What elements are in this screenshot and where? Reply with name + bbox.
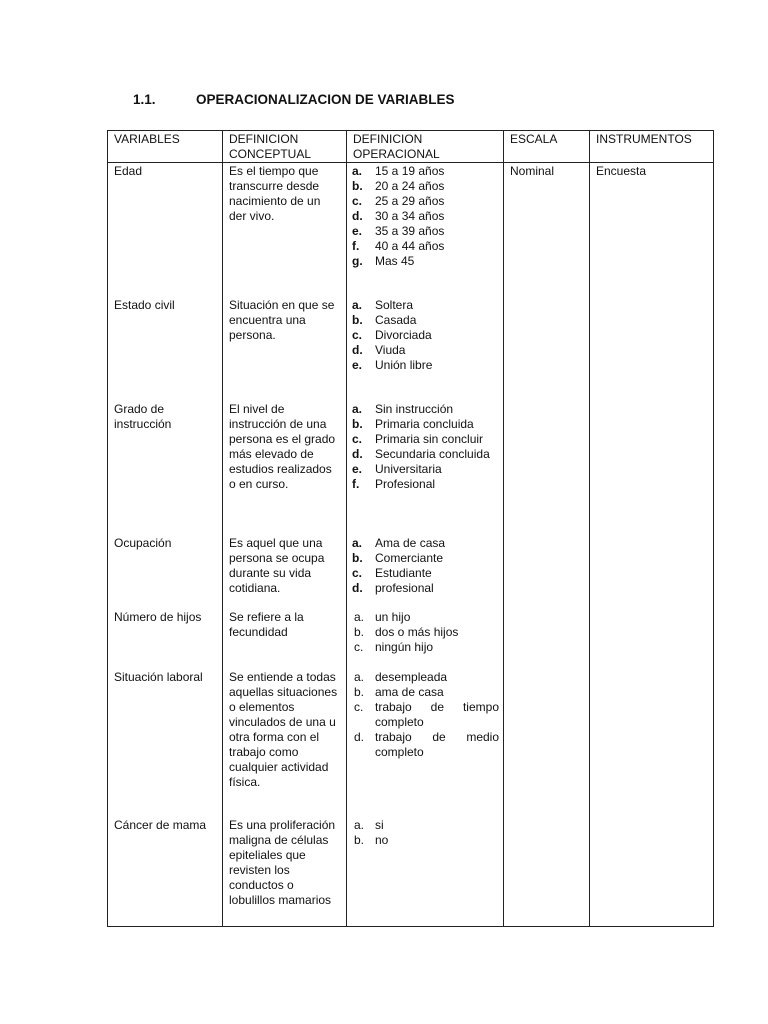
option-marker: a.	[352, 297, 363, 312]
option-text: trabajo de medio completo	[375, 729, 499, 759]
option-text: Comerciante	[375, 550, 444, 565]
option-text: Unión libre	[375, 357, 433, 372]
operational-definition-cell	[347, 401, 504, 535]
option-text: Universitaria	[375, 461, 442, 476]
option-text: trabajo de tiempo completo	[375, 699, 499, 729]
option-item	[352, 194, 499, 209]
option-item	[352, 610, 499, 625]
section-title: OPERACIONALIZACION DE VARIABLES	[196, 92, 455, 107]
option-text: Casada	[375, 312, 417, 327]
conceptual-definition-cell: Es el tiempo que transcurre desde nacimiento de un der vivo.	[223, 163, 347, 297]
option-marker: c.	[354, 639, 364, 654]
option-item	[352, 566, 499, 581]
operational-definition-cell	[347, 817, 504, 927]
option-item	[352, 179, 499, 194]
variable-cell: Estado civil	[108, 297, 223, 401]
table-header-row	[108, 131, 714, 163]
option-marker: b.	[352, 416, 363, 431]
scale-cell	[504, 669, 590, 817]
instrument-cell	[590, 609, 714, 669]
option-item	[352, 313, 499, 328]
operational-options-list	[352, 402, 499, 492]
option-item	[352, 358, 499, 373]
variable-cell: Número de hijos	[108, 609, 223, 669]
option-marker: a.	[354, 817, 365, 832]
option-item	[352, 536, 499, 551]
section-number: 1.1.	[133, 92, 156, 107]
option-text: Divorciada	[375, 327, 432, 342]
option-item	[352, 685, 499, 700]
scale-cell	[504, 817, 590, 927]
option-text: Primaria concluida	[375, 416, 474, 431]
instrument-cell	[590, 817, 714, 927]
option-item	[352, 625, 499, 640]
section-heading	[133, 92, 455, 107]
option-text: ningún hijo	[375, 639, 434, 654]
conceptual-definition-cell: Es una proliferación maligna de células epiteliales que revisten los conductos o lobulillos mamarios	[223, 817, 347, 927]
scale-cell: Nominal	[504, 163, 590, 297]
option-marker: b.	[352, 312, 363, 327]
conceptual-definition-cell: Se refiere a la fecundidad	[223, 609, 347, 669]
option-item	[352, 447, 499, 462]
option-marker: c.	[352, 194, 363, 208]
option-text: 30 a 34 años	[375, 209, 445, 223]
option-item	[352, 640, 499, 655]
option-text: un hijo	[375, 609, 411, 624]
option-marker: a.	[352, 401, 363, 416]
option-marker: e.	[352, 224, 363, 238]
option-text: Mas 45	[375, 254, 415, 268]
option-marker: f.	[352, 239, 360, 253]
option-marker: a.	[354, 609, 365, 624]
option-marker: d.	[352, 580, 363, 595]
operational-options-list	[352, 818, 499, 848]
table-row	[108, 297, 714, 401]
option-marker: b.	[352, 550, 363, 565]
variables-table	[107, 130, 714, 927]
option-item	[352, 477, 499, 492]
scale-cell	[504, 297, 590, 401]
option-text: Estudiante	[375, 565, 432, 580]
variable-cell: Situación laboral	[108, 669, 223, 817]
scale-cell	[504, 609, 590, 669]
option-marker: c.	[354, 699, 364, 714]
operational-options-list	[352, 164, 499, 269]
option-item	[352, 254, 499, 269]
option-text: Primaria sin concluir	[375, 431, 484, 446]
option-text: dos o más hijos	[375, 624, 459, 639]
variable-cell: Grado de instrucción	[108, 401, 223, 535]
option-item	[352, 581, 499, 596]
table-row	[108, 535, 714, 609]
scale-cell	[504, 535, 590, 609]
option-marker: c.	[352, 565, 363, 580]
option-item	[352, 462, 499, 477]
table-row	[108, 609, 714, 669]
option-marker: a.	[352, 164, 363, 178]
option-marker: b.	[354, 624, 365, 639]
option-marker: c.	[352, 327, 363, 342]
conceptual-definition-cell: Es aquel que una persona se ocupa durante su vida cotidiana.	[223, 535, 347, 609]
option-marker: a.	[354, 669, 365, 684]
option-text: Secundaria concluida	[375, 446, 490, 461]
option-item	[352, 328, 499, 343]
option-text: 20 a 24 años	[375, 179, 445, 193]
instrument-cell	[590, 535, 714, 609]
option-text: Ama de casa	[375, 535, 446, 550]
operational-definition-cell	[347, 669, 504, 817]
option-text: desempleada	[375, 669, 448, 684]
option-text: ama de casa	[375, 684, 444, 699]
option-text: 15 a 19 años	[375, 164, 445, 178]
table-row	[108, 817, 714, 927]
option-marker: d.	[352, 342, 363, 357]
option-text: 25 a 29 años	[375, 194, 445, 208]
option-marker: a.	[352, 535, 363, 550]
option-text: 35 a 39 años	[375, 224, 445, 238]
option-marker: g.	[352, 254, 363, 268]
option-item	[352, 343, 499, 358]
option-item	[352, 209, 499, 224]
option-item	[352, 551, 499, 566]
variable-cell: Edad	[108, 163, 223, 297]
option-marker: e.	[352, 461, 363, 476]
option-marker: b.	[352, 179, 363, 193]
option-text: Soltera	[375, 297, 414, 312]
option-marker: b.	[354, 832, 365, 847]
operational-definition-cell	[347, 297, 504, 401]
option-text: Sin instrucción	[375, 401, 454, 416]
operational-options-list	[352, 298, 499, 373]
option-marker: d.	[352, 209, 363, 223]
option-item	[352, 402, 499, 417]
option-marker: c.	[352, 431, 363, 446]
option-text: 40 a 44 años	[375, 239, 445, 253]
operational-definition-cell	[347, 163, 504, 297]
table-row	[108, 163, 714, 297]
option-item	[352, 298, 499, 313]
option-item	[352, 224, 499, 239]
variable-cell: Cáncer de mama	[108, 817, 223, 927]
header-variables: VARIABLES	[108, 131, 223, 163]
operational-definition-cell	[347, 535, 504, 609]
option-item	[352, 833, 499, 848]
option-marker: d.	[354, 729, 365, 744]
scale-cell	[504, 401, 590, 535]
option-item	[352, 432, 499, 447]
option-item	[352, 818, 499, 833]
option-item	[352, 670, 499, 685]
conceptual-definition-cell: El nivel de instrucción de una persona es el grado más elevado de estudios realizados o en curso.	[223, 401, 347, 535]
variable-cell: Ocupación	[108, 535, 223, 609]
header-escala: ESCALA	[504, 131, 590, 163]
conceptual-definition-cell: Situación en que se encuentra una persona.	[223, 297, 347, 401]
option-marker: f.	[352, 476, 360, 491]
operational-definition-cell	[347, 609, 504, 669]
option-text: Viuda	[375, 342, 406, 357]
option-item	[352, 239, 499, 254]
table-row	[108, 401, 714, 535]
operational-options-list	[352, 610, 499, 655]
option-text: Profesional	[375, 476, 436, 491]
instrument-cell	[590, 401, 714, 535]
option-marker: e.	[352, 357, 363, 372]
instrument-cell	[590, 669, 714, 817]
option-item	[352, 164, 499, 179]
option-text: profesional	[375, 580, 434, 595]
option-text: si	[375, 817, 384, 832]
header-definicion-conceptual: DEFINICION CONCEPTUAL	[223, 131, 347, 163]
conceptual-definition-cell: Se entiende a todas aquellas situaciones o elementos vinculados de una u otra forma con el trabajo como cualquier actividad física.	[223, 669, 347, 817]
option-marker: d.	[352, 446, 363, 461]
table-row	[108, 669, 714, 817]
option-item	[352, 700, 499, 730]
option-item	[352, 730, 499, 760]
option-text: no	[375, 832, 389, 847]
operational-options-list	[352, 536, 499, 596]
header-definicion-operacional: DEFINICION OPERACIONAL	[347, 131, 504, 163]
option-marker: b.	[354, 684, 365, 699]
instrument-cell: Encuesta	[590, 163, 714, 297]
instrument-cell	[590, 297, 714, 401]
operational-options-list	[352, 670, 499, 760]
option-item	[352, 417, 499, 432]
header-instrumentos: INSTRUMENTOS	[590, 131, 714, 163]
